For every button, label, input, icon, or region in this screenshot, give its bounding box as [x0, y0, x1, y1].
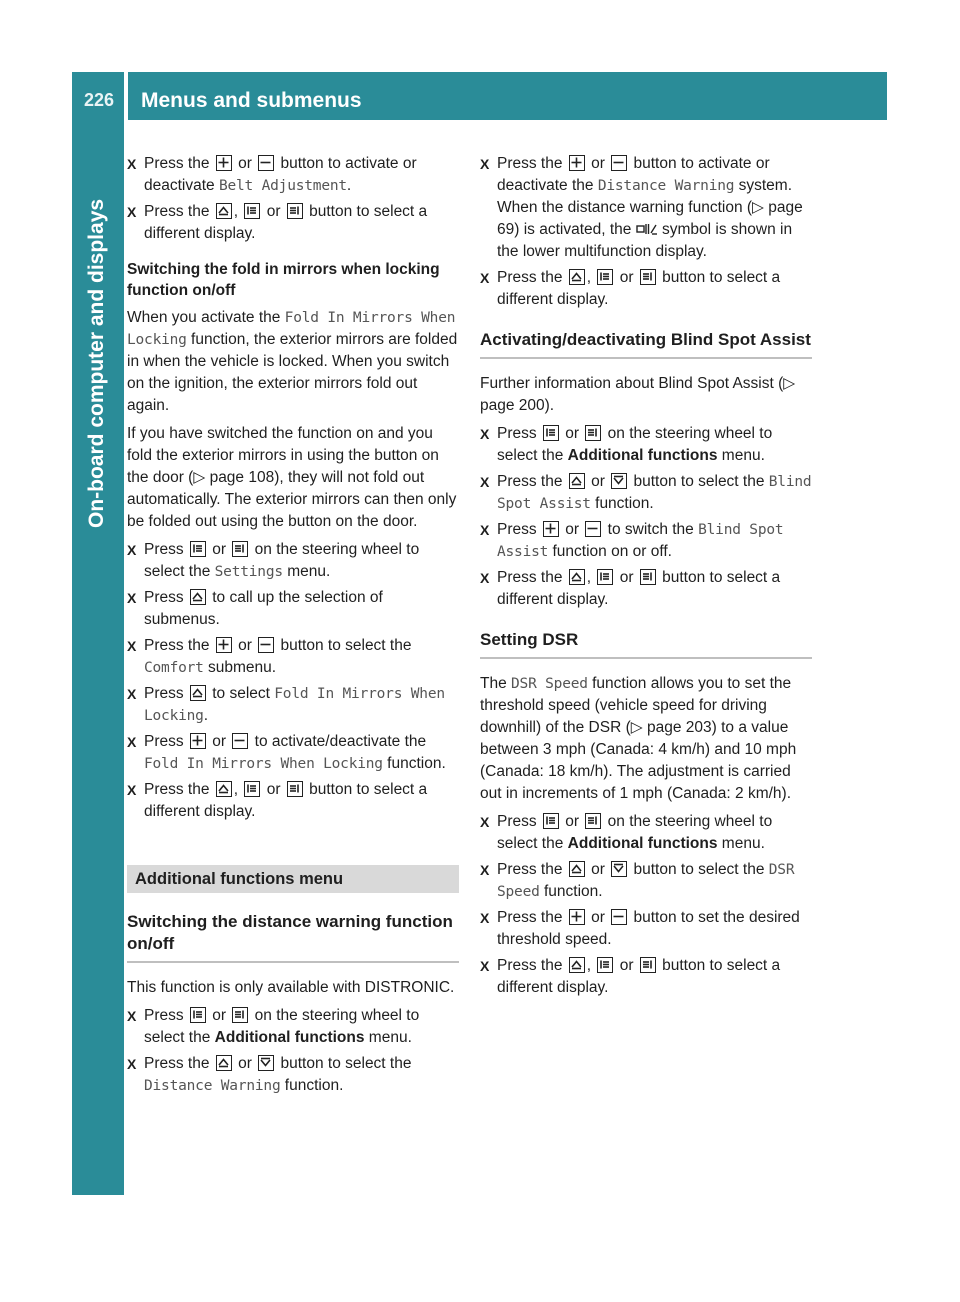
step-text: or	[586, 861, 610, 878]
minus-key-icon	[585, 521, 601, 537]
step-text: on the steering wheel to select the	[497, 813, 773, 852]
menu-right-key-icon	[232, 541, 248, 557]
step-marker: X	[127, 156, 137, 172]
list-item	[480, 153, 812, 263]
list-item	[127, 539, 459, 583]
step-text: or	[586, 473, 610, 490]
step-text: menu.	[717, 835, 765, 852]
step-text: to select	[207, 685, 275, 702]
paragraph-text: function, the exterior mirrors are folded in when the vehicle is locked. When you switch on the ignition, the exterior mirrors fold out again.	[127, 331, 458, 414]
step-text: ,	[586, 269, 596, 286]
display-text: Blind Spot Assist	[497, 522, 784, 560]
display-text: DSR Speed	[511, 676, 588, 692]
display-text: Fold In Mirrors When Locking	[144, 756, 383, 772]
step-text: or	[615, 569, 638, 586]
up-key-icon	[216, 203, 232, 219]
display-text: Distance Warning	[144, 1078, 281, 1094]
step-text: system.	[734, 177, 793, 194]
step-text: Press the	[144, 637, 214, 654]
step-text: Press the	[497, 269, 567, 286]
display-text: Belt Adjustment	[218, 178, 347, 194]
left-column	[127, 153, 459, 1101]
step-marker: X	[127, 734, 137, 750]
down-key-icon	[258, 1055, 274, 1071]
step-marker: X	[480, 156, 490, 172]
step-text: function.	[590, 495, 654, 512]
step-text: or	[233, 1055, 257, 1072]
paragraph-text: function allows you to set the threshold speed (vehicle speed for driving downhill) of the DSR (▷ page 203) to a value between 3 mph (Canada: 4 km/h) and 10 mph (Canada: 18 km/h). The adjustment is carried out in increments of 1 mph (Canada: 2 km/h).	[480, 675, 797, 802]
list-item	[127, 635, 459, 679]
section-banner: Additional functions menu	[127, 865, 459, 893]
step-text: Press the	[497, 909, 567, 926]
step-text: When the distance warning function (▷ page 69) is activated, the	[497, 199, 803, 238]
up-key-icon	[569, 569, 585, 585]
step-text: ,	[233, 781, 243, 798]
step-text: Press	[144, 541, 188, 558]
up-key-icon	[569, 861, 585, 877]
list-item	[480, 955, 812, 999]
display-text: Blind Spot Assist	[497, 474, 812, 512]
step-text: or	[207, 733, 231, 750]
down-key-icon	[611, 861, 627, 877]
paragraph: Further information about Blind Spot Assist (▷ page 200).	[480, 375, 796, 414]
step-marker: X	[480, 570, 490, 586]
menu-left-key-icon	[597, 269, 613, 285]
plus-key-icon	[543, 521, 559, 537]
up-key-icon	[216, 1055, 232, 1071]
menu-left-key-icon	[244, 203, 260, 219]
menu-right-key-icon	[640, 569, 656, 585]
list-item	[480, 907, 812, 951]
step-text: Press the	[497, 861, 567, 878]
paragraph-text: When you activate the	[127, 309, 285, 326]
step-text: menu.	[282, 563, 331, 580]
menu-name: Additional functions	[567, 447, 718, 464]
step-text: function.	[280, 1077, 344, 1094]
list-item	[127, 153, 459, 197]
step-text: menu.	[364, 1029, 412, 1046]
plus-key-icon	[569, 909, 585, 925]
step-text: Press the	[144, 203, 214, 220]
menu-name: Additional functions	[567, 835, 718, 852]
sub-heading: Switching the fold in mirrors when locking function on/off	[127, 261, 440, 299]
step-text: button to select the	[629, 473, 769, 490]
plus-key-icon	[216, 155, 232, 171]
step-text: or	[233, 155, 257, 172]
step-text: or	[560, 425, 584, 442]
menu-left-key-icon	[190, 541, 206, 557]
step-marker: X	[127, 782, 137, 798]
step-text: Press	[144, 1007, 188, 1024]
step-text: symbol is shown in the lower multifunction display.	[497, 221, 793, 260]
minus-key-icon	[258, 155, 274, 171]
list-item	[480, 567, 812, 611]
menu-right-key-icon	[287, 781, 303, 797]
menu-right-key-icon	[287, 203, 303, 219]
step-marker: X	[127, 686, 137, 702]
step-text: .	[203, 707, 209, 724]
page-title: Menus and submenus	[141, 89, 362, 112]
up-key-icon	[216, 781, 232, 797]
step-text: button to activate or deactivate the	[497, 155, 770, 194]
step-text: on the steering wheel to select the	[144, 541, 420, 580]
step-text: function.	[382, 755, 446, 772]
step-text: Press	[144, 733, 188, 750]
list-item	[480, 859, 812, 903]
menu-left-key-icon	[597, 957, 613, 973]
step-text: button to select a different display.	[497, 569, 781, 608]
minus-key-icon	[232, 733, 248, 749]
step-text: or	[615, 269, 638, 286]
step-marker: X	[127, 1008, 137, 1024]
step-text: button to select a different display.	[497, 269, 781, 308]
list-item	[127, 683, 459, 727]
plus-key-icon	[216, 637, 232, 653]
step-text: or	[207, 1007, 231, 1024]
display-text: Fold In Mirrors When Locking	[144, 686, 445, 724]
step-marker: X	[127, 1056, 137, 1072]
menu-right-key-icon	[585, 425, 601, 441]
step-text: button to select a different display.	[144, 203, 428, 242]
list-item	[127, 1053, 459, 1097]
step-text: function on or off.	[548, 543, 672, 560]
step-text: or	[560, 521, 584, 538]
step-text: Press the	[497, 569, 567, 586]
step-marker: X	[480, 270, 490, 286]
step-text: Press the	[497, 473, 567, 490]
list-item	[127, 731, 459, 775]
section-heading: Switching the distance warning function on/off	[127, 911, 459, 963]
list-item	[127, 1005, 459, 1049]
display-text: DSR Speed	[497, 862, 795, 900]
step-marker: X	[480, 474, 490, 490]
step-text: or	[586, 909, 610, 926]
section-heading: Activating/deactivating Blind Spot Assist	[480, 329, 812, 359]
paragraph: If you have switched the function on and you fold the exterior mirrors in using the button on the door (▷ page 108), they will not fold out automatically. The exterior mirrors can then only be folded out using the button on the door.	[127, 425, 457, 530]
display-text: Settings	[214, 564, 283, 580]
step-text: Press the	[144, 155, 214, 172]
step-marker: X	[480, 426, 490, 442]
step-marker: X	[127, 204, 137, 220]
paragraph	[480, 673, 812, 805]
menu-left-key-icon	[543, 813, 559, 829]
step-text: button to select the	[276, 1055, 412, 1072]
step-text: function.	[539, 883, 603, 900]
side-tab-label: On-board computer and displays	[85, 198, 108, 528]
step-text: .	[346, 177, 352, 194]
up-key-icon	[569, 269, 585, 285]
menu-left-key-icon	[190, 1007, 206, 1023]
step-marker: X	[480, 958, 490, 974]
up-key-icon	[190, 685, 206, 701]
minus-key-icon	[611, 155, 627, 171]
step-text: Press	[497, 521, 541, 538]
step-text: button to set the desired threshold speed.	[497, 909, 800, 948]
step-text: or	[262, 203, 285, 220]
list-item	[127, 779, 459, 823]
step-marker: X	[480, 522, 490, 538]
menu-right-key-icon	[640, 957, 656, 973]
menu-right-key-icon	[585, 813, 601, 829]
step-text: Press	[144, 589, 188, 606]
step-text: Press the	[497, 957, 567, 974]
paragraph	[127, 307, 459, 417]
step-text: ,	[233, 203, 243, 220]
paragraph: This function is only available with DISTRONIC.	[127, 979, 455, 996]
step-text: submenu.	[203, 659, 277, 676]
step-marker: X	[480, 910, 490, 926]
menu-left-key-icon	[543, 425, 559, 441]
section-heading: Setting DSR	[480, 629, 812, 659]
step-text: button to select a different display.	[497, 957, 781, 996]
distance-warning-symbol-icon	[636, 221, 658, 237]
step-text: Press the	[497, 155, 567, 172]
up-key-icon	[190, 589, 206, 605]
step-text: or	[560, 813, 584, 830]
paragraph-text: The	[480, 675, 512, 692]
menu-name: Additional functions	[214, 1029, 365, 1046]
step-text: Press	[497, 425, 541, 442]
step-text: to switch the	[603, 521, 699, 538]
step-marker: X	[127, 590, 137, 606]
display-text: Fold In Mirrors When Locking	[127, 310, 456, 348]
minus-key-icon	[611, 909, 627, 925]
step-text: or	[233, 637, 257, 654]
step-text: on the steering wheel to select the	[497, 425, 773, 464]
step-text: button to select the	[629, 861, 769, 878]
step-text: button to select a different display.	[144, 781, 428, 820]
step-text: ,	[586, 569, 596, 586]
right-column	[480, 153, 812, 1003]
minus-key-icon	[258, 637, 274, 653]
up-key-icon	[569, 473, 585, 489]
step-marker: X	[480, 862, 490, 878]
step-text: Press	[144, 685, 188, 702]
down-key-icon	[611, 473, 627, 489]
list-item	[127, 587, 459, 631]
page-number: 226	[84, 90, 115, 110]
list-item	[127, 201, 459, 245]
step-text: Press the	[144, 1055, 214, 1072]
menu-left-key-icon	[244, 781, 260, 797]
step-marker: X	[127, 638, 137, 654]
plus-key-icon	[190, 733, 206, 749]
list-item	[480, 471, 812, 515]
list-item	[480, 811, 812, 855]
step-text: on the steering wheel to select the	[144, 1007, 420, 1046]
list-item	[480, 267, 812, 311]
step-text: or	[262, 781, 285, 798]
step-text: to call up the selection of submenus.	[144, 589, 383, 628]
plus-key-icon	[569, 155, 585, 171]
step-text: or	[615, 957, 638, 974]
header-divider	[124, 72, 128, 120]
list-item	[480, 423, 812, 467]
menu-left-key-icon	[597, 569, 613, 585]
step-text: Press	[497, 813, 541, 830]
up-key-icon	[569, 957, 585, 973]
step-text: menu.	[717, 447, 765, 464]
step-text: or	[207, 541, 231, 558]
display-text: Comfort	[144, 660, 204, 676]
display-text: Distance Warning	[597, 178, 735, 194]
step-text: button to select the	[276, 637, 412, 654]
step-text: Press the	[144, 781, 214, 798]
step-text: ,	[586, 957, 596, 974]
step-marker: X	[127, 542, 137, 558]
menu-right-key-icon	[232, 1007, 248, 1023]
step-text: button to activate or deactivate	[144, 155, 417, 194]
step-text: to activate/deactivate the	[250, 733, 427, 750]
step-marker: X	[480, 814, 490, 830]
list-item	[480, 519, 812, 563]
step-text: or	[586, 155, 610, 172]
menu-right-key-icon	[640, 269, 656, 285]
